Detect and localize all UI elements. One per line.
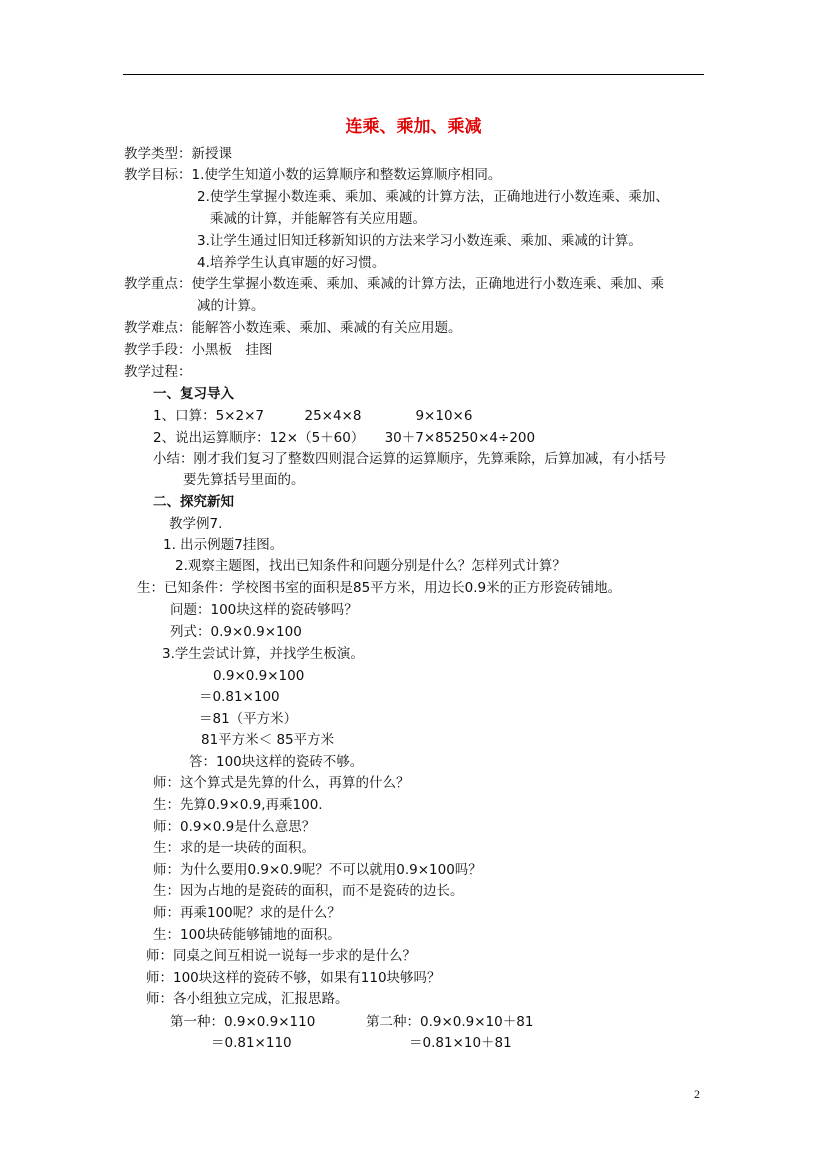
- text-line: 问题：100块这样的瓷砖够吗？: [170, 602, 358, 618]
- text-line: 生：先算0.9×0.9,再乘100.: [153, 797, 323, 813]
- section-heading: 二、探究新知: [153, 494, 234, 510]
- text-line: 教学难点：能解答小数连乘、乘加、乘减的有关应用题。: [124, 320, 462, 336]
- text-line: 答：100块这样的瓷砖不够。: [189, 754, 364, 770]
- text-line: 要先算括号里面的。: [183, 472, 305, 488]
- text-line: 第二种：0.9×0.9×10＋81: [366, 1014, 534, 1030]
- text-line: 教学目标：1.使学生知道小数的运算顺序和整数运算顺序相同。: [124, 167, 502, 183]
- text-line: 列式：0.9×0.9×100: [170, 624, 302, 640]
- text-line: 1、口算：5×2×7 25×4×8 9×10×6: [153, 408, 473, 424]
- text-line: 师：同桌之间互相说一说每一步求的是什么？: [146, 948, 416, 964]
- text-line: 2、说出运算顺序：12×（5＋60） 30＋7×85250×4÷200: [153, 430, 536, 446]
- text-line: 减的计算。: [197, 298, 265, 314]
- text-line: 生：已知条件：学校图书室的面积是85平方米，用边长0.9米的正方形瓷砖铺地。: [137, 580, 622, 596]
- header-rule: [123, 74, 704, 75]
- text-line: ＝0.81×100: [199, 689, 280, 705]
- text-line: 4.培养学生认真审题的好习惯。: [197, 255, 386, 271]
- text-line: 1. 出示例题7挂图。: [163, 537, 284, 553]
- text-line: 乘减的计算，并能解答有关应用题。: [210, 211, 426, 227]
- text-line: 生：求的是一块砖的面积。: [153, 840, 315, 856]
- text-line: 3.让学生通过旧知迁移新知识的方法来学习小数连乘、乘加、乘减的计算。: [197, 233, 642, 249]
- text-line: 教学手段：小黑板 挂图: [124, 342, 273, 358]
- text-line: 教学重点：使学生掌握小数连乘、乘加、乘减的计算方法，正确地进行小数连乘、乘加、乘: [124, 276, 664, 292]
- page-number: 2: [694, 1087, 700, 1101]
- text-line: 师：为什么要用0.9×0.9呢？不可以就用0.9×100吗？: [153, 862, 482, 878]
- text-line: 小结：刚才我们复习了整数四则混合运算的运算顺序，先算乘除，后算加减，有小括号: [153, 451, 666, 467]
- text-line: 生：因为占地的是瓷砖的面积，而不是瓷砖的边长。: [153, 883, 464, 899]
- text-line: 师：0.9×0.9是什么意思？: [153, 819, 316, 835]
- text-line: 第一种：0.9×0.9×110: [170, 1014, 316, 1030]
- text-line: 2.使学生掌握小数连乘、乘加、乘减的计算方法，正确地进行小数连乘、乘加、: [197, 189, 669, 205]
- text-line: 81平方米＜ 85平方米: [201, 732, 335, 748]
- text-line: 教学类型：新授课: [124, 146, 232, 162]
- text-line: 教学例7.: [169, 516, 223, 532]
- text-line: 0.9×0.9×100: [213, 668, 305, 684]
- text-line: 师：再乘100呢？求的是什么？: [153, 905, 341, 921]
- text-line: 生：100块砖能够铺地的面积。: [153, 927, 341, 943]
- text-line: ＝0.81×110: [211, 1035, 292, 1051]
- section-heading: 一、复习导入: [153, 386, 234, 402]
- document-title: 连乘、乘加、乘减: [345, 117, 482, 137]
- text-line: 2.观察主题图，找出已知条件和问题分别是什么？怎样列式计算？: [175, 558, 566, 574]
- text-line: 师：各小组独立完成，汇报思路。: [146, 991, 349, 1007]
- text-line: 教学过程：: [124, 364, 192, 380]
- text-line: 师：100块这样的瓷砖不够，如果有110块够吗？: [146, 970, 441, 986]
- text-line: 师：这个算式是先算的什么，再算的什么？: [153, 775, 410, 791]
- text-line: 3.学生尝试计算，并找学生板演。: [162, 646, 364, 662]
- text-line: ＝81（平方米）: [199, 711, 298, 727]
- text-line: ＝0.81×10＋81: [409, 1035, 512, 1051]
